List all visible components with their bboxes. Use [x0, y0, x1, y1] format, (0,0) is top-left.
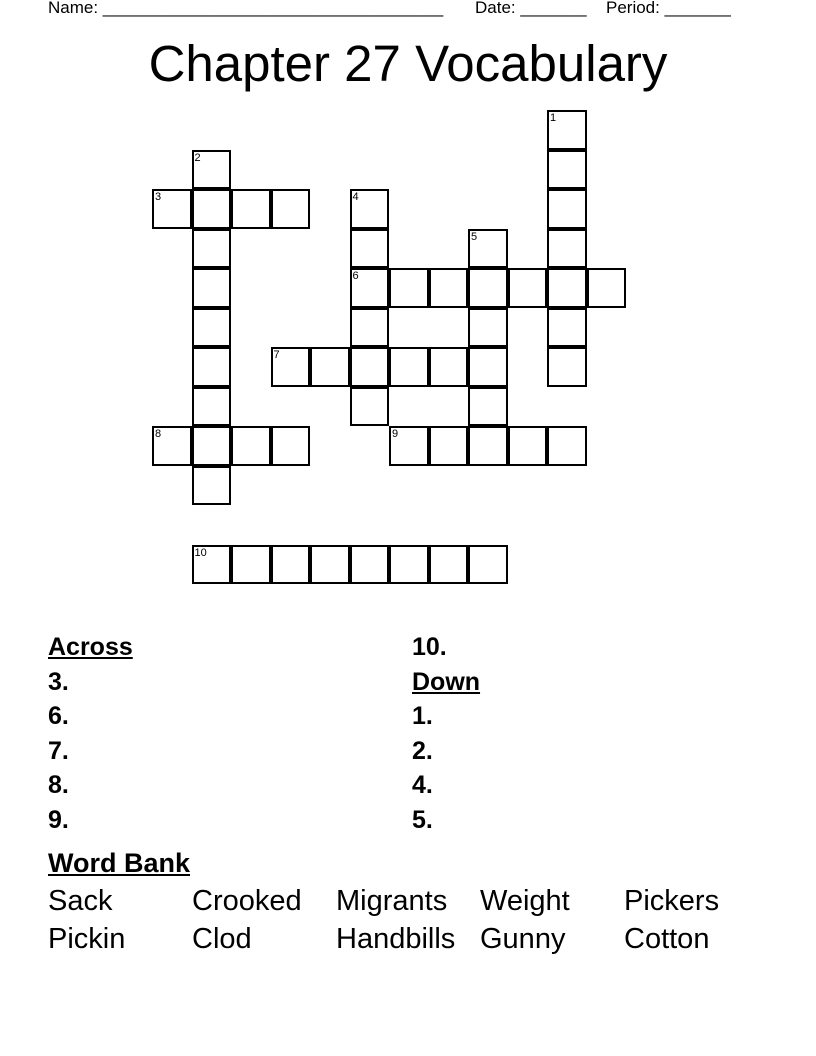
word-bank-item: Weight	[480, 885, 570, 917]
word-bank-item: Clod	[192, 923, 252, 955]
across-clues	[48, 630, 133, 837]
crossword-cell[interactable]	[350, 387, 390, 427]
crossword-cell[interactable]	[429, 545, 469, 585]
crossword-cell[interactable]	[547, 268, 587, 308]
crossword-cell[interactable]	[468, 387, 508, 427]
crossword-cell[interactable]	[192, 387, 232, 427]
crossword-cell[interactable]	[429, 426, 469, 466]
word-bank-item: Migrants	[336, 885, 448, 917]
clue-number: 1	[550, 112, 557, 124]
crossword-cell[interactable]	[231, 545, 271, 585]
across-clue-6: 6.	[48, 702, 69, 730]
crossword-cell[interactable]	[192, 308, 232, 348]
across-heading: Across	[48, 633, 133, 661]
crossword-cell[interactable]	[231, 189, 271, 229]
crossword-cell[interactable]	[192, 268, 232, 308]
crossword-cell[interactable]	[350, 347, 390, 387]
across-clue-8: 8.	[48, 771, 69, 799]
down-clue-4: 4.	[412, 771, 433, 799]
crossword-cell[interactable]	[547, 308, 587, 348]
word-bank-item: Sack	[48, 885, 113, 917]
clue-number: 9	[392, 428, 399, 440]
crossword-cell[interactable]	[508, 268, 548, 308]
crossword-cell[interactable]	[192, 229, 232, 269]
clue-number: 8	[155, 428, 162, 440]
across-clue-10: 10.	[412, 633, 447, 661]
crossword-cell[interactable]	[468, 426, 508, 466]
down-clue-1: 1.	[412, 702, 433, 730]
crossword-cell[interactable]	[350, 229, 390, 269]
crossword-cell[interactable]	[310, 347, 350, 387]
crossword-cell[interactable]	[547, 347, 587, 387]
period-field-label[interactable]: Period: _______	[606, 0, 731, 17]
down-clue-2: 2.	[412, 736, 433, 765]
across-clue-9: 9.	[48, 805, 69, 834]
crossword-cell[interactable]	[192, 426, 232, 466]
crossword-cell[interactable]	[547, 189, 587, 229]
clue-number: 5	[471, 230, 478, 243]
crossword-cell[interactable]	[547, 426, 587, 466]
date-field-label[interactable]: Date: _______	[475, 0, 587, 17]
word-bank	[48, 882, 768, 958]
word-bank-item: Crooked	[192, 885, 302, 917]
clue-number: 6	[352, 270, 359, 282]
crossword-cell[interactable]	[547, 229, 587, 269]
crossword-cell[interactable]	[389, 545, 429, 585]
clue-number: 7	[273, 349, 280, 361]
clue-number: 3	[155, 191, 162, 203]
clue-number: 2	[194, 151, 201, 164]
across-clue-7: 7.	[48, 736, 69, 765]
crossword-cell[interactable]	[192, 347, 232, 387]
crossword-cell[interactable]	[468, 545, 508, 585]
crossword-cell[interactable]	[468, 347, 508, 387]
word-bank-heading: Word Bank	[48, 848, 191, 878]
crossword-cell[interactable]	[587, 268, 627, 308]
crossword-cell[interactable]	[429, 347, 469, 387]
crossword-cell[interactable]	[271, 545, 311, 585]
crossword-cell[interactable]	[547, 150, 587, 190]
name-field-label[interactable]: Name: ____________________________________	[48, 0, 444, 17]
word-bank-item: Gunny	[480, 923, 566, 955]
crossword-cell[interactable]	[192, 189, 232, 229]
crossword-cell[interactable]	[468, 308, 508, 348]
page-title: Chapter 27 Vocabulary	[148, 35, 668, 92]
crossword-cell[interactable]	[429, 268, 469, 308]
word-bank-item: Pickers	[624, 885, 720, 917]
crossword-cell[interactable]	[310, 545, 350, 585]
crossword-cell[interactable]	[192, 466, 232, 506]
crossword-cell[interactable]	[350, 545, 390, 585]
down-clue-5: 5.	[412, 805, 433, 834]
clues-right-column	[412, 630, 480, 837]
crossword-cell[interactable]	[271, 189, 311, 229]
crossword-cell[interactable]	[271, 426, 311, 466]
word-bank-item: Pickin	[48, 923, 126, 955]
clue-number: 10	[194, 546, 207, 559]
across-clue-3: 3.	[48, 667, 69, 696]
word-bank-item: Cotton	[624, 923, 710, 955]
crossword-cell[interactable]	[468, 268, 508, 308]
crossword-cell[interactable]	[389, 268, 429, 308]
down-heading: Down	[412, 667, 481, 696]
crossword-cell[interactable]	[231, 426, 271, 466]
crossword-cell[interactable]	[350, 308, 390, 348]
word-bank-item: Handbills	[336, 923, 456, 955]
crossword-cell[interactable]	[389, 347, 429, 387]
clue-number: 4	[352, 191, 359, 203]
crossword-cell[interactable]	[508, 426, 548, 466]
